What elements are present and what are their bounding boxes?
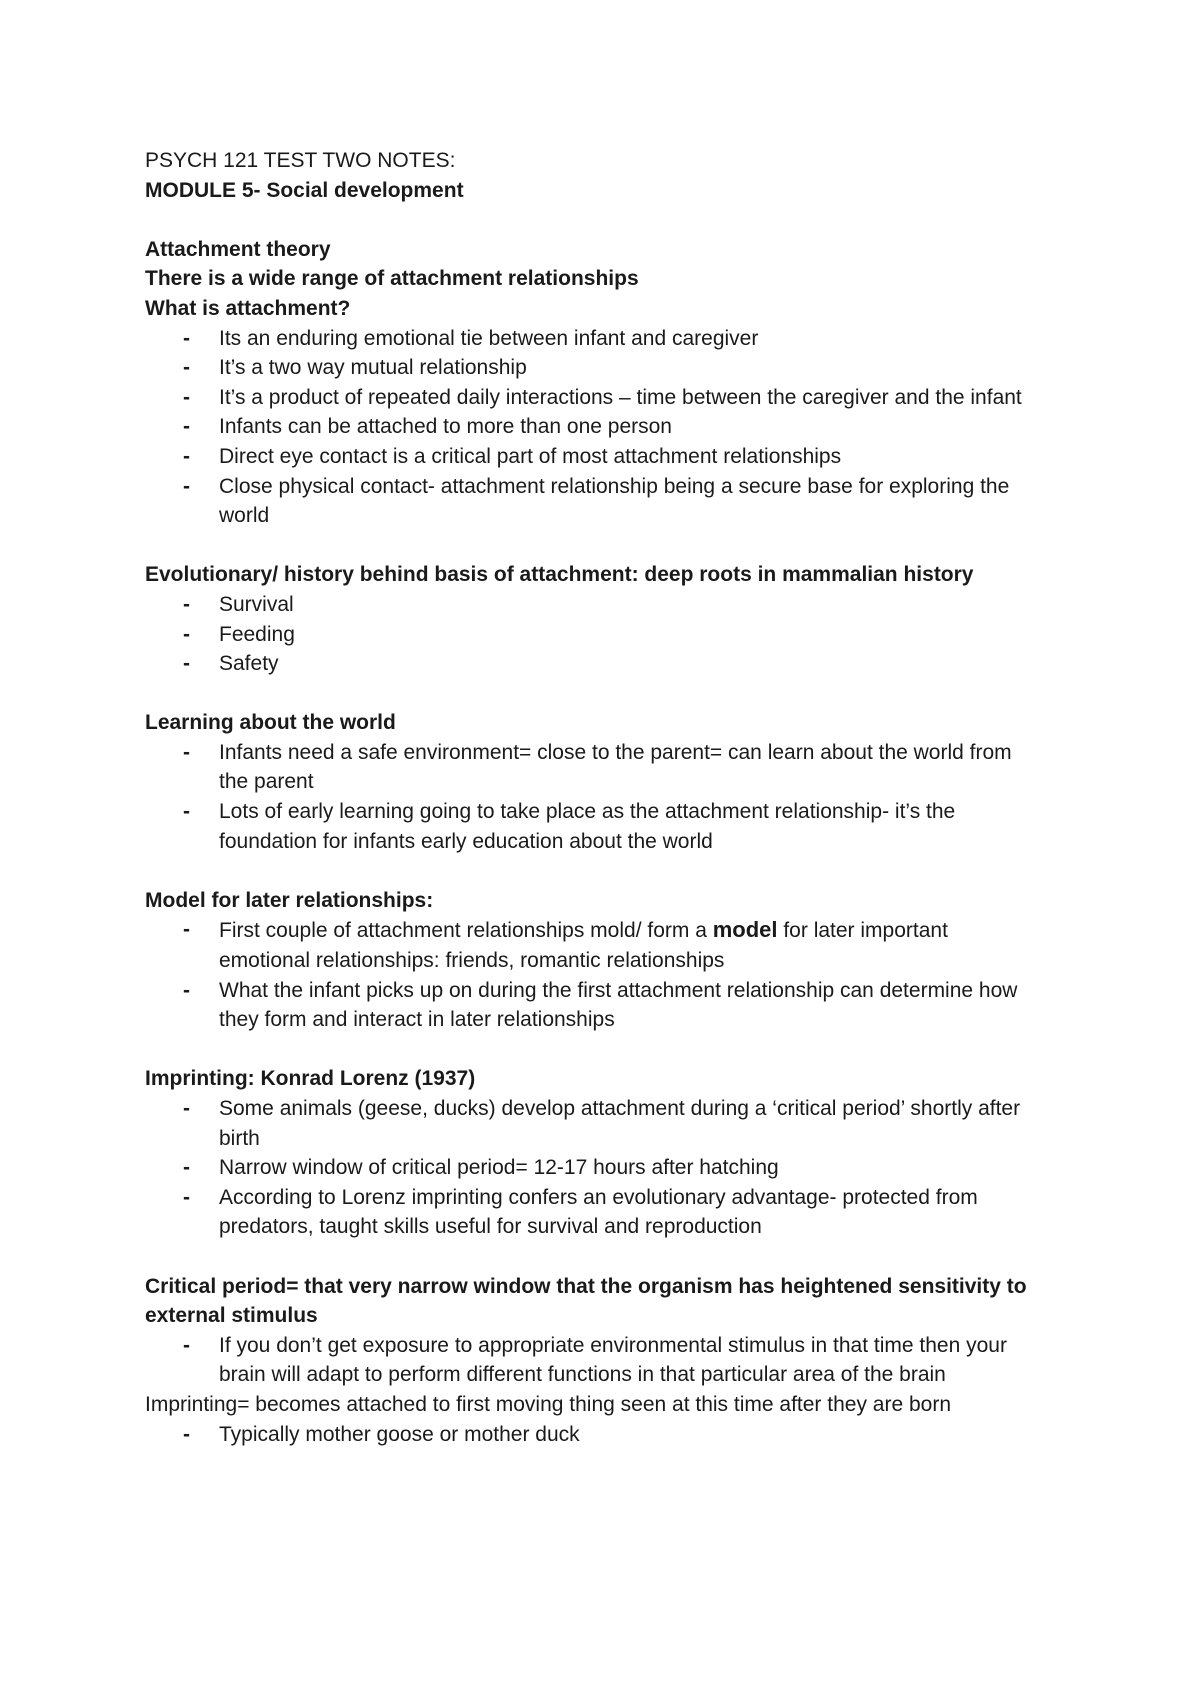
list-item: - Lots of early learning going to take place as the attachment relationship- it’s the foundation for infants early education about the world [145, 797, 1025, 856]
list-item: - Infants can be attached to more than one person [145, 412, 1025, 442]
section-heading-imprinting: Imprinting: Konrad Lorenz (1937) [145, 1067, 476, 1091]
list-item: - Survival [145, 590, 1025, 620]
spacer [145, 1242, 1100, 1272]
list-item: - If you don’t get exposure to appropriate environmental stimulus in that time then your brain will adapt to perform different functions in that particular area of the brain [145, 1331, 1025, 1390]
list-item: - Close physical contact- attachment relationship being a secure base for exploring the world [145, 472, 1025, 531]
list-item-text: for later important emotional relationships: friends, romantic relationships [219, 919, 948, 973]
list-item: - Typically mother goose or mother duck [145, 1420, 1025, 1450]
emphasis-model: model [712, 917, 778, 943]
bullet-list-imprinting [145, 1094, 1100, 1242]
bullet-list-learning [145, 738, 1100, 856]
module-title: MODULE 5- Social development [145, 178, 464, 202]
spacer [145, 531, 1100, 561]
paragraph-imprinting-definition: Imprinting= becomes attached to first moving thing seen at this time after they are born [145, 1392, 951, 1416]
bullet-list-critical-period [145, 1331, 1100, 1390]
spacer [145, 856, 1100, 886]
doc-title: PSYCH 121 TEST TWO NOTES: [145, 149, 456, 172]
spacer [145, 679, 1100, 709]
list-item: - Direct eye contact is a critical part of most attachment relationships [145, 442, 1025, 472]
list-item: - It’s a two way mutual relationship [145, 353, 1025, 383]
bullet-list-attachment [145, 324, 1100, 531]
spacer [145, 1035, 1100, 1065]
section-heading-learning: Learning about the world [145, 711, 396, 735]
list-item: - Infants need a safe environment= close to the parent= can learn about the world from the parent [145, 738, 1025, 797]
section-heading-critical-period: Critical period= that very narrow window that the organism has heightened sensitivity to external stimulus [145, 1274, 1027, 1328]
section-subheading-range: There is a wide range of attachment relationships [145, 267, 639, 291]
section-subheading-what-is-attachment: What is attachment? [145, 296, 351, 320]
section-heading-evolutionary: Evolutionary/ history behind basis of attachment: deep roots in mammalian history [145, 563, 974, 587]
bullet-list-imprinting-example [145, 1420, 1100, 1450]
list-item-text: First couple of attachment relationships mold/ form a [219, 919, 713, 943]
bullet-list-evolutionary [145, 590, 1100, 679]
list-item: - Some animals (geese, ducks) develop attachment during a ‘critical period’ shortly after birth [145, 1094, 1025, 1153]
list-item: - What the infant picks up on during the first attachment relationship can determine how they form and interact in later relationships [145, 976, 1025, 1035]
list-item: - Safety [145, 649, 1025, 679]
list-item: - Narrow window of critical period= 12-17 hours after hatching [145, 1153, 1025, 1183]
bullet-list-model [145, 915, 1100, 1034]
spacer [145, 205, 1100, 235]
list-item: - It’s a product of repeated daily interactions – time between the caregiver and the infant [145, 383, 1025, 413]
section-heading-attachment-theory: Attachment theory [145, 237, 331, 261]
section-heading-model: Model for later relationships: [145, 888, 434, 912]
list-item: - Its an enduring emotional tie between infant and caregiver [145, 324, 1025, 354]
list-item [145, 915, 1025, 975]
list-item: - Feeding [145, 620, 1025, 650]
list-item: - According to Lorenz imprinting confers an evolutionary advantage- protected from predators, taught skills useful for survival and reproduction [145, 1183, 1025, 1242]
